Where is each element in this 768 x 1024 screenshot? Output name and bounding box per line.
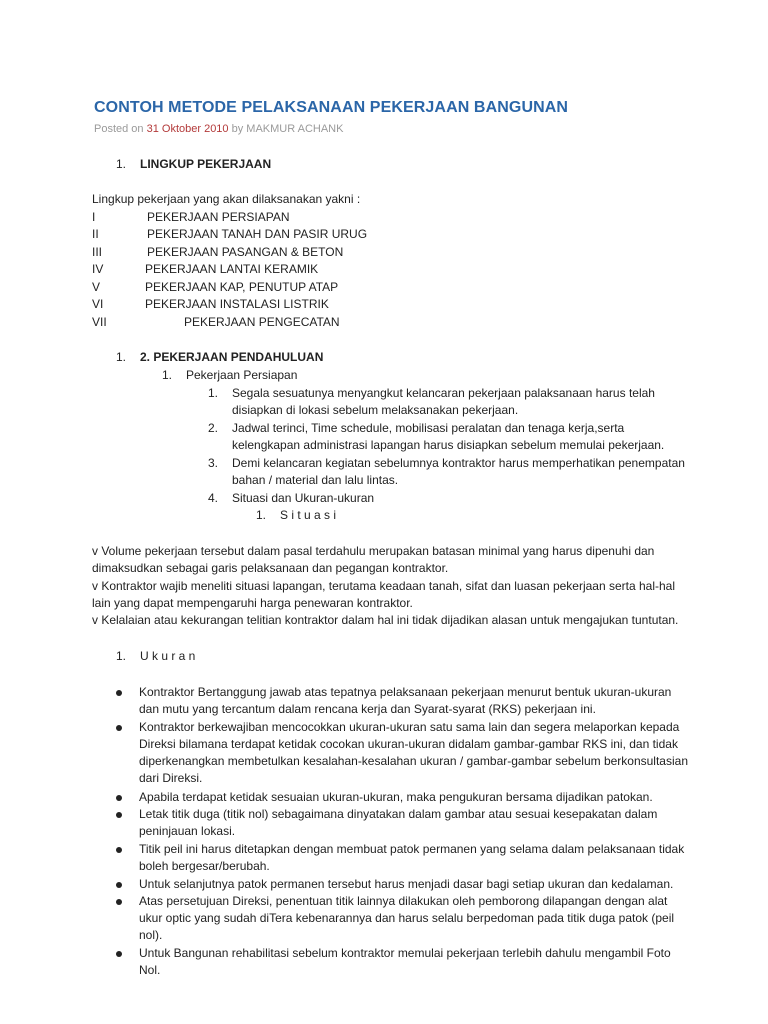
- section1-heading: LINGKUP PEKERJAAN: [140, 157, 272, 171]
- prep-number: 2.: [208, 421, 219, 435]
- bullet-line: Atas persetujuan Direksi, penentuan titik lainnya dilakukan oleh pemborong dilapangan dengan alat: [139, 894, 668, 908]
- bullet-line: ukur optic yang sudah diTera kebenarannya dan harus selalu berpedoman pada titik duga patok (peil: [139, 911, 675, 925]
- sub-heading: Pekerjaan Persiapan: [186, 368, 298, 382]
- post-byline: [94, 123, 343, 135]
- section2-number: 1.: [116, 350, 127, 364]
- prep-number: 4.: [208, 491, 219, 505]
- bullet-line: Direksi bilamana terdapat ketidak cocokan ukuran-ukuran didalam gambar-gambar RKS ini, dan tidak: [139, 737, 678, 751]
- scope-roman: VI: [92, 297, 104, 311]
- scope-item: PEKERJAAN PASANGAN & BETON: [147, 245, 344, 259]
- bullet-dot: [116, 690, 122, 696]
- sub-number: 1.: [162, 368, 173, 382]
- bullet-dot: [116, 882, 122, 888]
- scope-item: PEKERJAAN LANTAI KERAMIK: [145, 262, 319, 276]
- note-line: v Volume pekerjaan tersebut dalam pasal terdahulu merupakan batasan minimal yang harus dipenuhi dan: [92, 544, 655, 558]
- bullet-line: Untuk Bangunan rehabilitasi sebelum kontraktor memulai pekerjaan terlebih dahulu mengambil Foto: [139, 946, 671, 960]
- prep-number: 3.: [208, 456, 219, 470]
- bullet-line: peninjauan lokasi.: [139, 824, 236, 838]
- bullet-line: Kontraktor Bertanggung jawab atas tepatnya pelaksanaan pekerjaan menurut bentuk ukuran-ukuran: [139, 685, 672, 699]
- bullet-line: Titik peil ini harus ditetapkan dengan membuat patok permanen yang selama dalam pelaksanaan tidak: [139, 842, 685, 856]
- post-date-link[interactable]: 31 Oktober 2010: [146, 123, 229, 135]
- scope-roman: I: [92, 210, 96, 224]
- bullet-dot: [116, 812, 122, 818]
- bullet-dot: [116, 847, 122, 853]
- bullet-dot: [116, 725, 122, 731]
- note-line: lain yang dapat mempengaruhi harga penewaran kontraktor.: [92, 596, 413, 610]
- prep-item-line: Situasi dan Ukuran-ukuran: [232, 491, 375, 505]
- prep-item-line: disiapkan di lokasi sebelum melaksanakan pekerjaan.: [232, 403, 519, 417]
- scope-roman: III: [92, 245, 103, 259]
- section2-heading: 2. PEKERJAAN PENDAHULUAN: [140, 350, 324, 364]
- ukuran-label: U k u r a n: [140, 649, 196, 663]
- scope-roman: II: [92, 227, 99, 241]
- prep-item-line: Demi kelancaran kegiatan sebelumnya kontraktor harus memperhatikan penempatan: [232, 456, 685, 470]
- scope-roman: IV: [92, 262, 104, 276]
- posted-label: Posted on: [94, 123, 147, 135]
- section1-number: 1.: [116, 157, 127, 171]
- prep-item-line: bahan / material dan lalu lintas.: [232, 473, 399, 487]
- note-line: dimaksudkan sebagai garis pelaksanaan dan pegangan kontraktor.: [92, 561, 449, 575]
- prep-number: 1.: [208, 386, 219, 400]
- ukuran-number: 1.: [116, 649, 127, 663]
- scope-roman: VII: [92, 315, 107, 329]
- prep-item-line: Jadwal terinci, Time schedule, mobilisasi peralatan dan tenaga kerja,serta: [232, 421, 625, 435]
- situasi-number: 1.: [256, 508, 267, 522]
- author-link[interactable]: MAKMUR ACHANK: [246, 123, 344, 135]
- bullet-dot: [116, 951, 122, 957]
- scope-item: PEKERJAAN TANAH DAN PASIR URUG: [147, 227, 368, 241]
- bullet-line: dari Direksi.: [139, 771, 203, 785]
- scope-item: PEKERJAAN PENGECATAN: [184, 315, 340, 329]
- scope-item: PEKERJAAN KAP, PENUTUP ATAP: [145, 280, 339, 294]
- bullet-dot: [116, 899, 122, 905]
- bullet-line: Kontraktor berkewajiban mencocokkan ukuran-ukuran satu sama lain dan segera melaporkan kepada: [139, 720, 680, 734]
- bullet-line: Untuk selanjutnya patok permanen tersebut harus menjadi dasar bagi setiap ukuran dan kedalaman.: [139, 877, 674, 891]
- section1-intro: Lingkup pekerjaan yang akan dilaksanakan yakni :: [92, 192, 361, 206]
- prep-item-line: kelengkapan administrasi lapangan harus disiapkan sebelum memulai pekerjaan.: [232, 438, 665, 452]
- scope-item: PEKERJAAN INSTALASI LISTRIK: [145, 297, 329, 311]
- note-line: v Kontraktor wajib meneliti situasi lapangan, terutama keadaan tanah, sifat dan luasan pekerjaan serta hal-hal: [92, 579, 676, 593]
- bullet-line: Nol.: [139, 963, 161, 977]
- bullet-line: Letak titik duga (titik nol) sebagaimana dinyatakan dalam gambar atau sesuai kesepakatan dalam: [139, 807, 658, 821]
- scope-item: PEKERJAAN PERSIAPAN: [147, 210, 290, 224]
- page-title: CONTOH METODE PELAKSANAAN PEKERJAAN BANGUNAN: [94, 99, 569, 116]
- bullet-line: Apabila terdapat ketidak sesuaian ukuran-ukuran, maka pengukuran bersama dijadikan patokan.: [139, 790, 653, 804]
- prep-item-line: Segala sesuatunya menyangkut kelancaran pekerjaan palaksanaan harus telah: [232, 386, 655, 400]
- note-line: v Kelalaian atau kekurangan telitian kontraktor dalam hal ini tidak dijadikan alasan untuk mengajukan tuntutan.: [92, 613, 679, 627]
- scope-roman: V: [92, 280, 101, 294]
- bullet-line: nol).: [139, 928, 163, 942]
- bullet-line: dan mutu yang tercantum dalam rencana kerja dan Syarat-syarat (RKS) pekerjaan ini.: [139, 702, 596, 716]
- bullet-line: boleh bergesar/berubah.: [139, 859, 270, 873]
- bullet-dot: [116, 795, 122, 801]
- by-label: by: [228, 123, 247, 135]
- bullet-line: diperkenangkan membetulkan kesalahan-kesalahan ukuran / gambar-gambar sebelum berkonsultasian: [139, 754, 688, 768]
- situasi-label: S i t u a s i: [280, 508, 337, 522]
